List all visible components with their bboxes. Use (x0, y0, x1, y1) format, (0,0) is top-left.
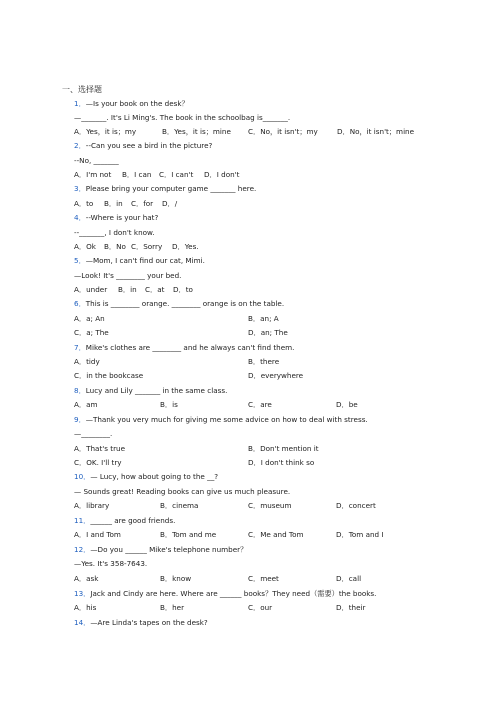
question-10 (74, 472, 218, 481)
option-c: C．meet (248, 574, 279, 583)
option-c: C．OK. I'll try (74, 458, 122, 467)
question-text: — Lucy, how about going to the __? (90, 472, 219, 481)
question-number: 7． (74, 343, 86, 352)
option-a: A．library (74, 501, 110, 510)
option-d: D．I don't (204, 170, 240, 179)
question-number: 4． (74, 213, 86, 222)
option-d: D．No，it isn't；mine (337, 127, 415, 136)
question-text: Mike's clothes are ________ and he always can't find them. (85, 343, 295, 352)
question-text: Jack and Cindy are here. Where are ______ books？They need（需要）the books. (90, 589, 377, 598)
question-text: --Where is your hat? (85, 213, 159, 222)
question-text: —Do you ______ Mike's telephone number？ (90, 545, 248, 554)
option-d: D．an; The (248, 328, 288, 337)
option-d: D．Tom and I (336, 530, 384, 539)
option-d: D．to (173, 285, 193, 294)
option-b: B．in (118, 285, 137, 294)
option-a: A．a; An (74, 314, 105, 323)
option-c: C．No，it isn't；my (248, 127, 318, 136)
question-12-line-2: —Yes. It's 358-7643. (74, 559, 148, 568)
option-d: D．concert (336, 501, 376, 510)
section-title: 一、选择题 (62, 85, 102, 94)
question-2-line-2: --No, _______ (74, 156, 119, 165)
option-b: B．Yes，it is；mine (162, 127, 231, 136)
option-b: B．there (248, 357, 280, 366)
option-c: C．are (248, 400, 272, 409)
question-number: 6． (74, 299, 86, 308)
question-number: 8． (74, 386, 86, 395)
option-d: D．their (336, 603, 366, 612)
option-b: B．I can (122, 170, 152, 179)
question-2 (74, 141, 212, 150)
question-text: Please bring your computer game _______ here. (85, 184, 257, 193)
option-a: A．to (74, 199, 94, 208)
option-b: B．Tom and me (160, 530, 217, 539)
option-d: D．I don't think so (248, 458, 315, 467)
option-c: C．at (145, 285, 165, 294)
option-c: C．our (248, 603, 273, 612)
question-text: —Thank you very much for giving me some advice on how to deal with stress. (85, 415, 368, 424)
question-number: 9． (74, 415, 86, 424)
question-14 (74, 618, 208, 627)
option-a: A．am (74, 400, 98, 409)
option-a: A．Yes，it is；my (74, 127, 137, 136)
option-b: B．Don't mention it (248, 444, 319, 453)
question-number: 2． (74, 141, 86, 150)
question-7 (74, 343, 294, 352)
question-number: 1． (74, 99, 86, 108)
option-a: A．I and Tom (74, 530, 121, 539)
question-number: 13． (74, 589, 91, 598)
question-number: 11． (74, 516, 91, 525)
question-number: 3． (74, 184, 86, 193)
option-a: A．Ok (74, 242, 96, 251)
question-text: Lucy and Lily _______ in the same class. (85, 386, 228, 395)
option-b: B．her (160, 603, 185, 612)
question-9 (74, 415, 368, 424)
question-text: ______ are good friends. (90, 516, 176, 525)
option-d: D．call (336, 574, 362, 583)
option-d: D．Yes. (172, 242, 199, 251)
question-12 (74, 545, 247, 554)
question-number: 10． (74, 472, 91, 481)
question-text: This is ________ orange. ________ orange is on the table. (85, 299, 285, 308)
question-8 (74, 386, 227, 395)
option-c: C．in the bookcase (74, 371, 144, 380)
question-10-line-2: — Sounds great! Reading books can give us much pleasure. (74, 487, 291, 496)
question-number: 5． (74, 256, 86, 265)
question-text: —Is your book on the desk？ (85, 99, 189, 108)
question-5 (74, 256, 205, 265)
option-a: A．under (74, 285, 108, 294)
question-text: --Can you see a bird in the picture? (85, 141, 213, 150)
question-4-line-2: --_______, I don't know. (74, 228, 155, 237)
option-c: C．for (131, 199, 154, 208)
option-a: A．his (74, 603, 97, 612)
question-1 (74, 99, 189, 108)
option-b: B．know (160, 574, 192, 583)
question-text: —Are Linda's tapes on the desk? (90, 618, 208, 627)
question-13 (74, 589, 376, 598)
option-a: A．I'm not (74, 170, 112, 179)
option-d: D．be (336, 400, 358, 409)
option-a: A．tidy (74, 357, 100, 366)
option-b: B．cinema (160, 501, 199, 510)
option-c: C．museum (248, 501, 292, 510)
question-5-line-2: —Look! It's ________ your bed. (74, 271, 182, 280)
question-number: 14． (74, 618, 91, 627)
question-1-line-2: —_______. It's Li Ming's. The book in the schoolbag is_______. (74, 113, 291, 122)
question-3 (74, 184, 256, 193)
question-6 (74, 299, 284, 308)
question-number: 12． (74, 545, 91, 554)
option-b: B．in (104, 199, 123, 208)
option-b: B．No (104, 242, 126, 251)
option-d: D．everywhere (248, 371, 304, 380)
option-c: C．a; The (74, 328, 109, 337)
question-4 (74, 213, 158, 222)
option-c: C．Sorry (131, 242, 163, 251)
option-d: D．/ (162, 199, 178, 208)
option-b: B．an; A (248, 314, 279, 323)
option-a: A．That's true (74, 444, 126, 453)
option-c: C．Me and Tom (248, 530, 304, 539)
question-text: —Mom, I can't find our cat, Mimi. (85, 256, 205, 265)
option-b: B．is (160, 400, 178, 409)
option-a: A．ask (74, 574, 99, 583)
option-c: C．I can't (159, 170, 194, 179)
question-9-line-2: —________. (74, 429, 113, 438)
question-11 (74, 516, 175, 525)
